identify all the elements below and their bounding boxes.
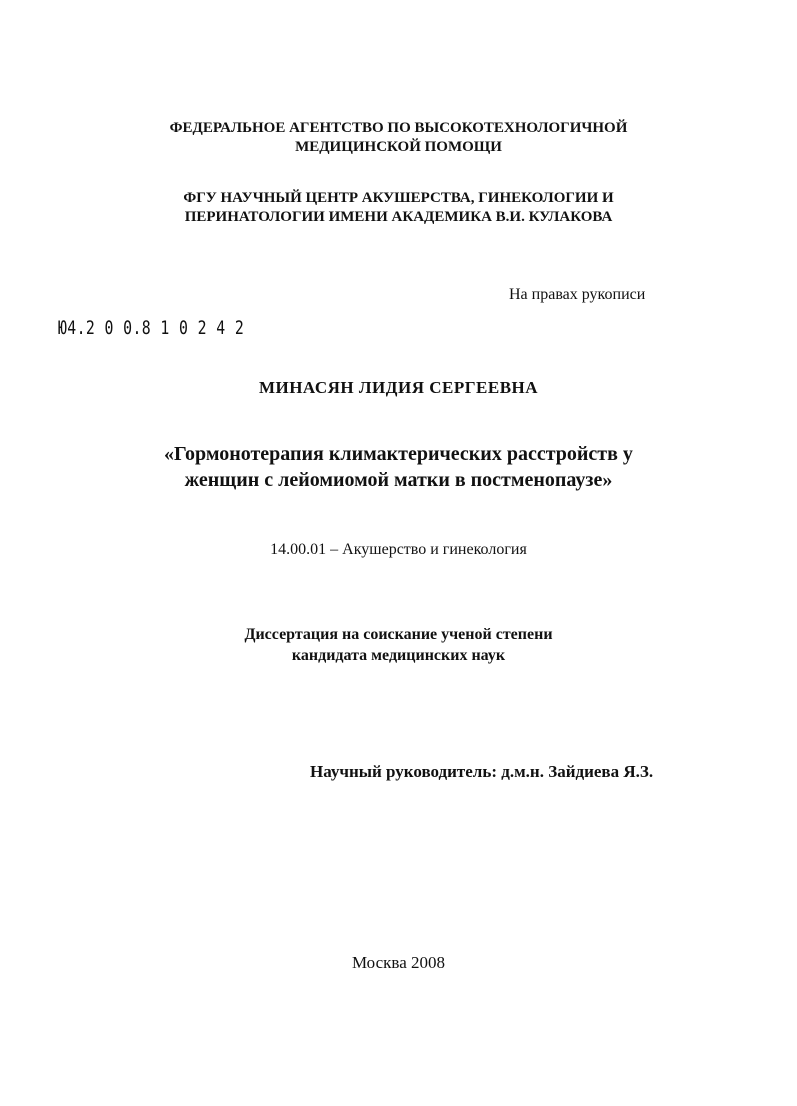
title-line-2: женщин с лейомиомой матки в постменопаузе» [184,469,613,491]
institution-heading [0,189,797,227]
dissertation-title [0,441,797,493]
author-name: МИНАСЯН ЛИДИЯ СЕРГЕЕВНА [258,378,539,397]
supervisor: Научный руководитель: д.м.н. Зайдиева Я.З. [310,762,654,781]
institution-line-1: ФГУ НАУЧНЫЙ ЦЕНТР АКУШЕРСТВА, ГИНЕКОЛОГИИ И [183,190,614,206]
degree-line-1: Диссертация на соискание ученой степени [244,626,553,643]
degree-statement [0,624,797,666]
agency-heading [0,119,797,157]
rights-note: На правах рукописи [509,286,646,303]
stamp-number: Ю4.2 0 0.8 1 0 2 4 2 [58,317,245,339]
title-line-1: «Гормонотерапия климактерических расстройств у [164,443,633,465]
institution-line-2: ПЕРИНАТОЛОГИИ ИМЕНИ АКАДЕМИКА В.И. КУЛАКОВА [184,209,613,225]
agency-line-1: ФЕДЕРАЛЬНОЕ АГЕНТСТВО ПО ВЫСОКОТЕХНОЛОГИЧНОЙ [169,120,628,136]
agency-line-2: МЕДИЦИНСКОЙ ПОМОЩИ [295,139,502,155]
city-year: Москва 2008 [351,953,446,972]
specialty-code: 14.00.01 – Акушерство и гинекология [270,541,527,558]
degree-line-2: кандидата медицинских наук [291,647,506,664]
